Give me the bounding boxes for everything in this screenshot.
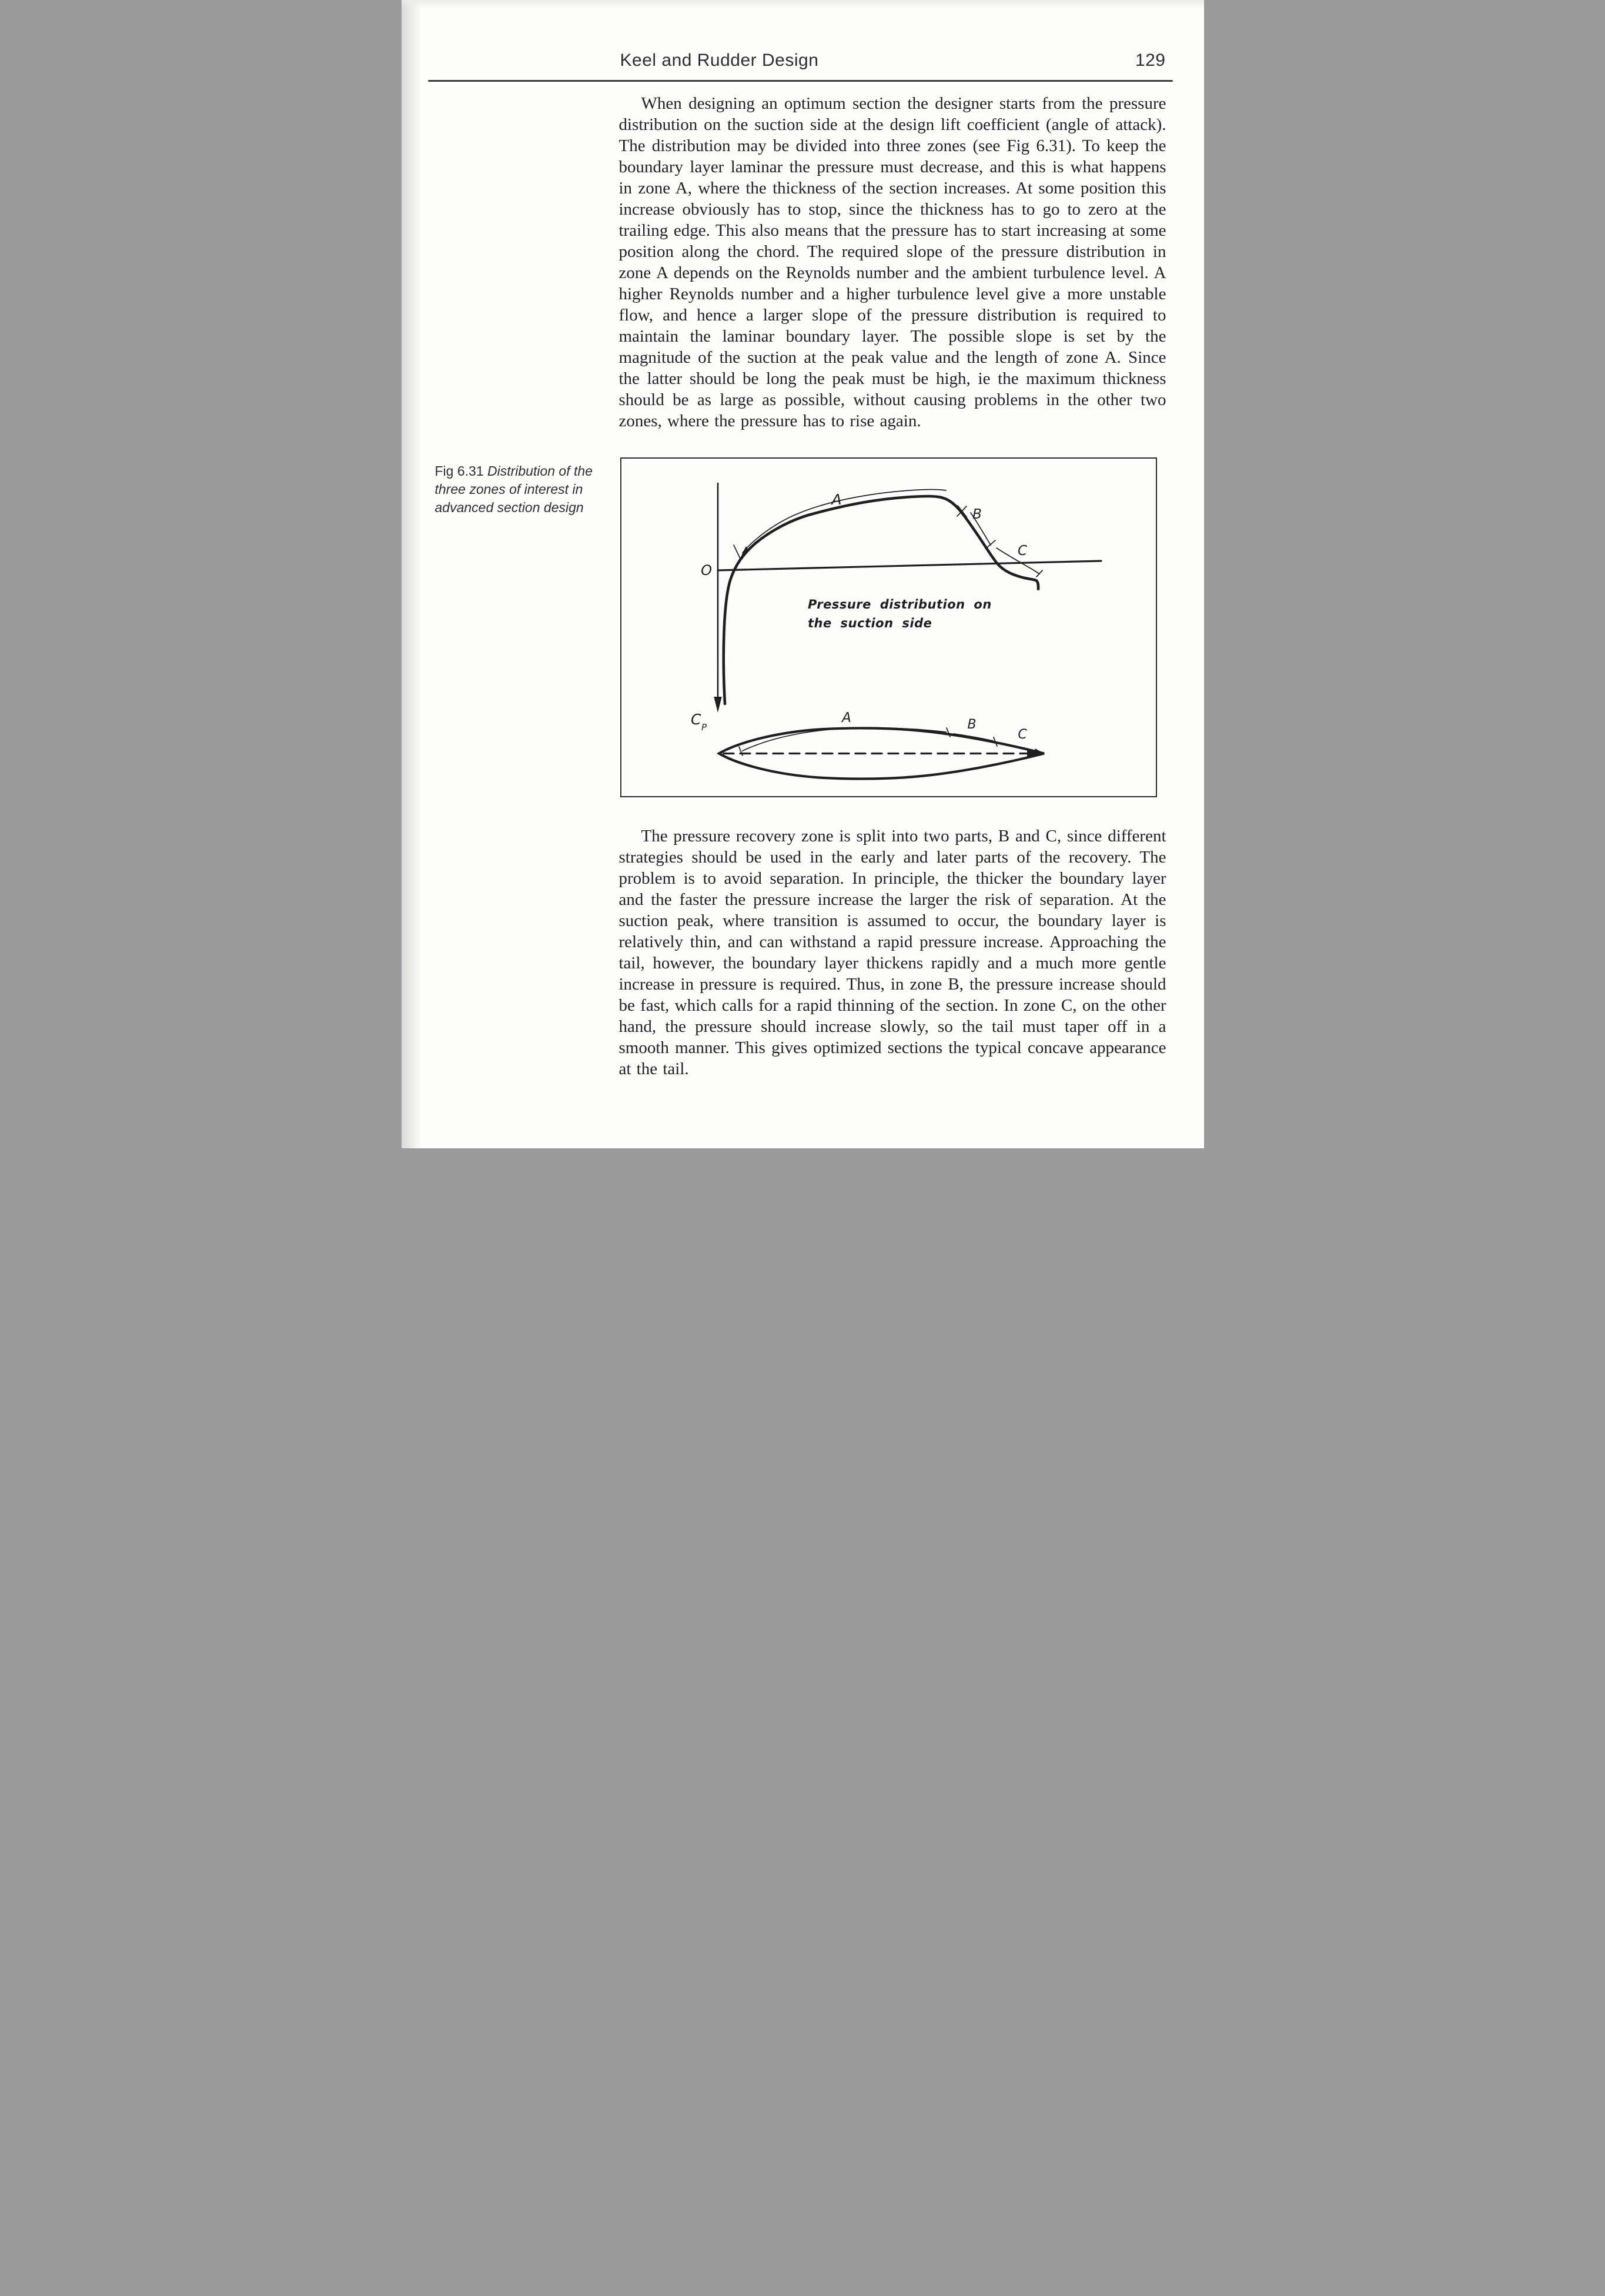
figure-caption-number: Fig 6.31 bbox=[434, 463, 484, 479]
page-number: 129 bbox=[1135, 51, 1166, 70]
foil-zone-label-a: A bbox=[841, 710, 851, 726]
figure-diagram bbox=[621, 459, 1156, 796]
airfoil-section bbox=[719, 728, 1044, 778]
cp-axis-arrowhead bbox=[714, 697, 722, 713]
figure-box bbox=[620, 457, 1157, 797]
zone-a-extent-line bbox=[734, 490, 967, 560]
figure-caption-text: Distribution of the three zones of interest in advanced section design bbox=[434, 463, 593, 515]
body-paragraph-2: The pressure recovery zone is split into two parts, B and C, since different strategies should be used in the early and later parts of the recovery. The problem is to avoid separation. In principle, the thicker the boundary layer and the faster the pressure increase the larger the risk of separation. At the suction peak, where transition is assumed to occur, the boundary layer is relatively thin, and can withstand a rapid pressure increase. Approaching the tail, however, the boundary layer thickens rapidly and a much more gentle increase in pressure is required. Thus, in zone B, the pressure increase should be fast, which calls for a rapid thinning of the section. In zone C, on the other hand, the pressure should increase slowly, so the tail must taper off in a smooth manner. This gives optimized sections the typical concave appearance at the tail. bbox=[618, 827, 1166, 1078]
foil-zone-label-b: B bbox=[967, 717, 977, 732]
plot-zone-label-a: A bbox=[831, 491, 842, 508]
cp-subscript: P bbox=[701, 722, 707, 733]
running-header bbox=[620, 51, 1166, 74]
annotation-line-2: the suction side bbox=[807, 616, 932, 630]
figure-caption bbox=[435, 462, 622, 517]
page-title: Keel and Rudder Design bbox=[620, 51, 819, 70]
cp-label: C bbox=[690, 711, 701, 728]
header-rule bbox=[428, 80, 1173, 82]
book-page bbox=[402, 0, 1204, 1148]
cp-axis bbox=[714, 483, 722, 713]
plot-zone-label-c: C bbox=[1017, 543, 1027, 559]
plot-zone-label-b: B bbox=[972, 507, 982, 522]
annotation-line-1: Pressure distribution on bbox=[807, 597, 992, 611]
foil-zone-label-c: C bbox=[1017, 727, 1027, 742]
body-paragraph-1: When designing an optimum section the designer starts from the pressure distribution on the suction side at the design lift coefficient (angle of attack). The distribution may be divided into three zones (see Fig 6.31). To keep the boundary layer laminar the pressure must decrease, and this is what happens in zone A, where the thickness of the section increases. At some position this increase obviously has to stop, since the thickness has to go to zero at the trailing edge. This also means that the pressure has to start increasing at some position along the chord. The required slope of the pressure distribution in zone A depends on the Reynolds number and the ambient turbulence level. A higher Reynolds number and a higher turbulence level give a more unstable flow, and hence a larger slope of the pressure distribution is required to maintain the laminar boundary layer. The possible slope is set by the magnitude of the suction at the peak value and the length of zone A. Since the latter should be long the peak must be high, ie the maximum thickness should be as large as possible, without causing problems in the other two zones, where the pressure has to rise again. bbox=[618, 94, 1166, 430]
zero-axis-line bbox=[718, 561, 1101, 570]
origin-label: O bbox=[700, 562, 712, 579]
